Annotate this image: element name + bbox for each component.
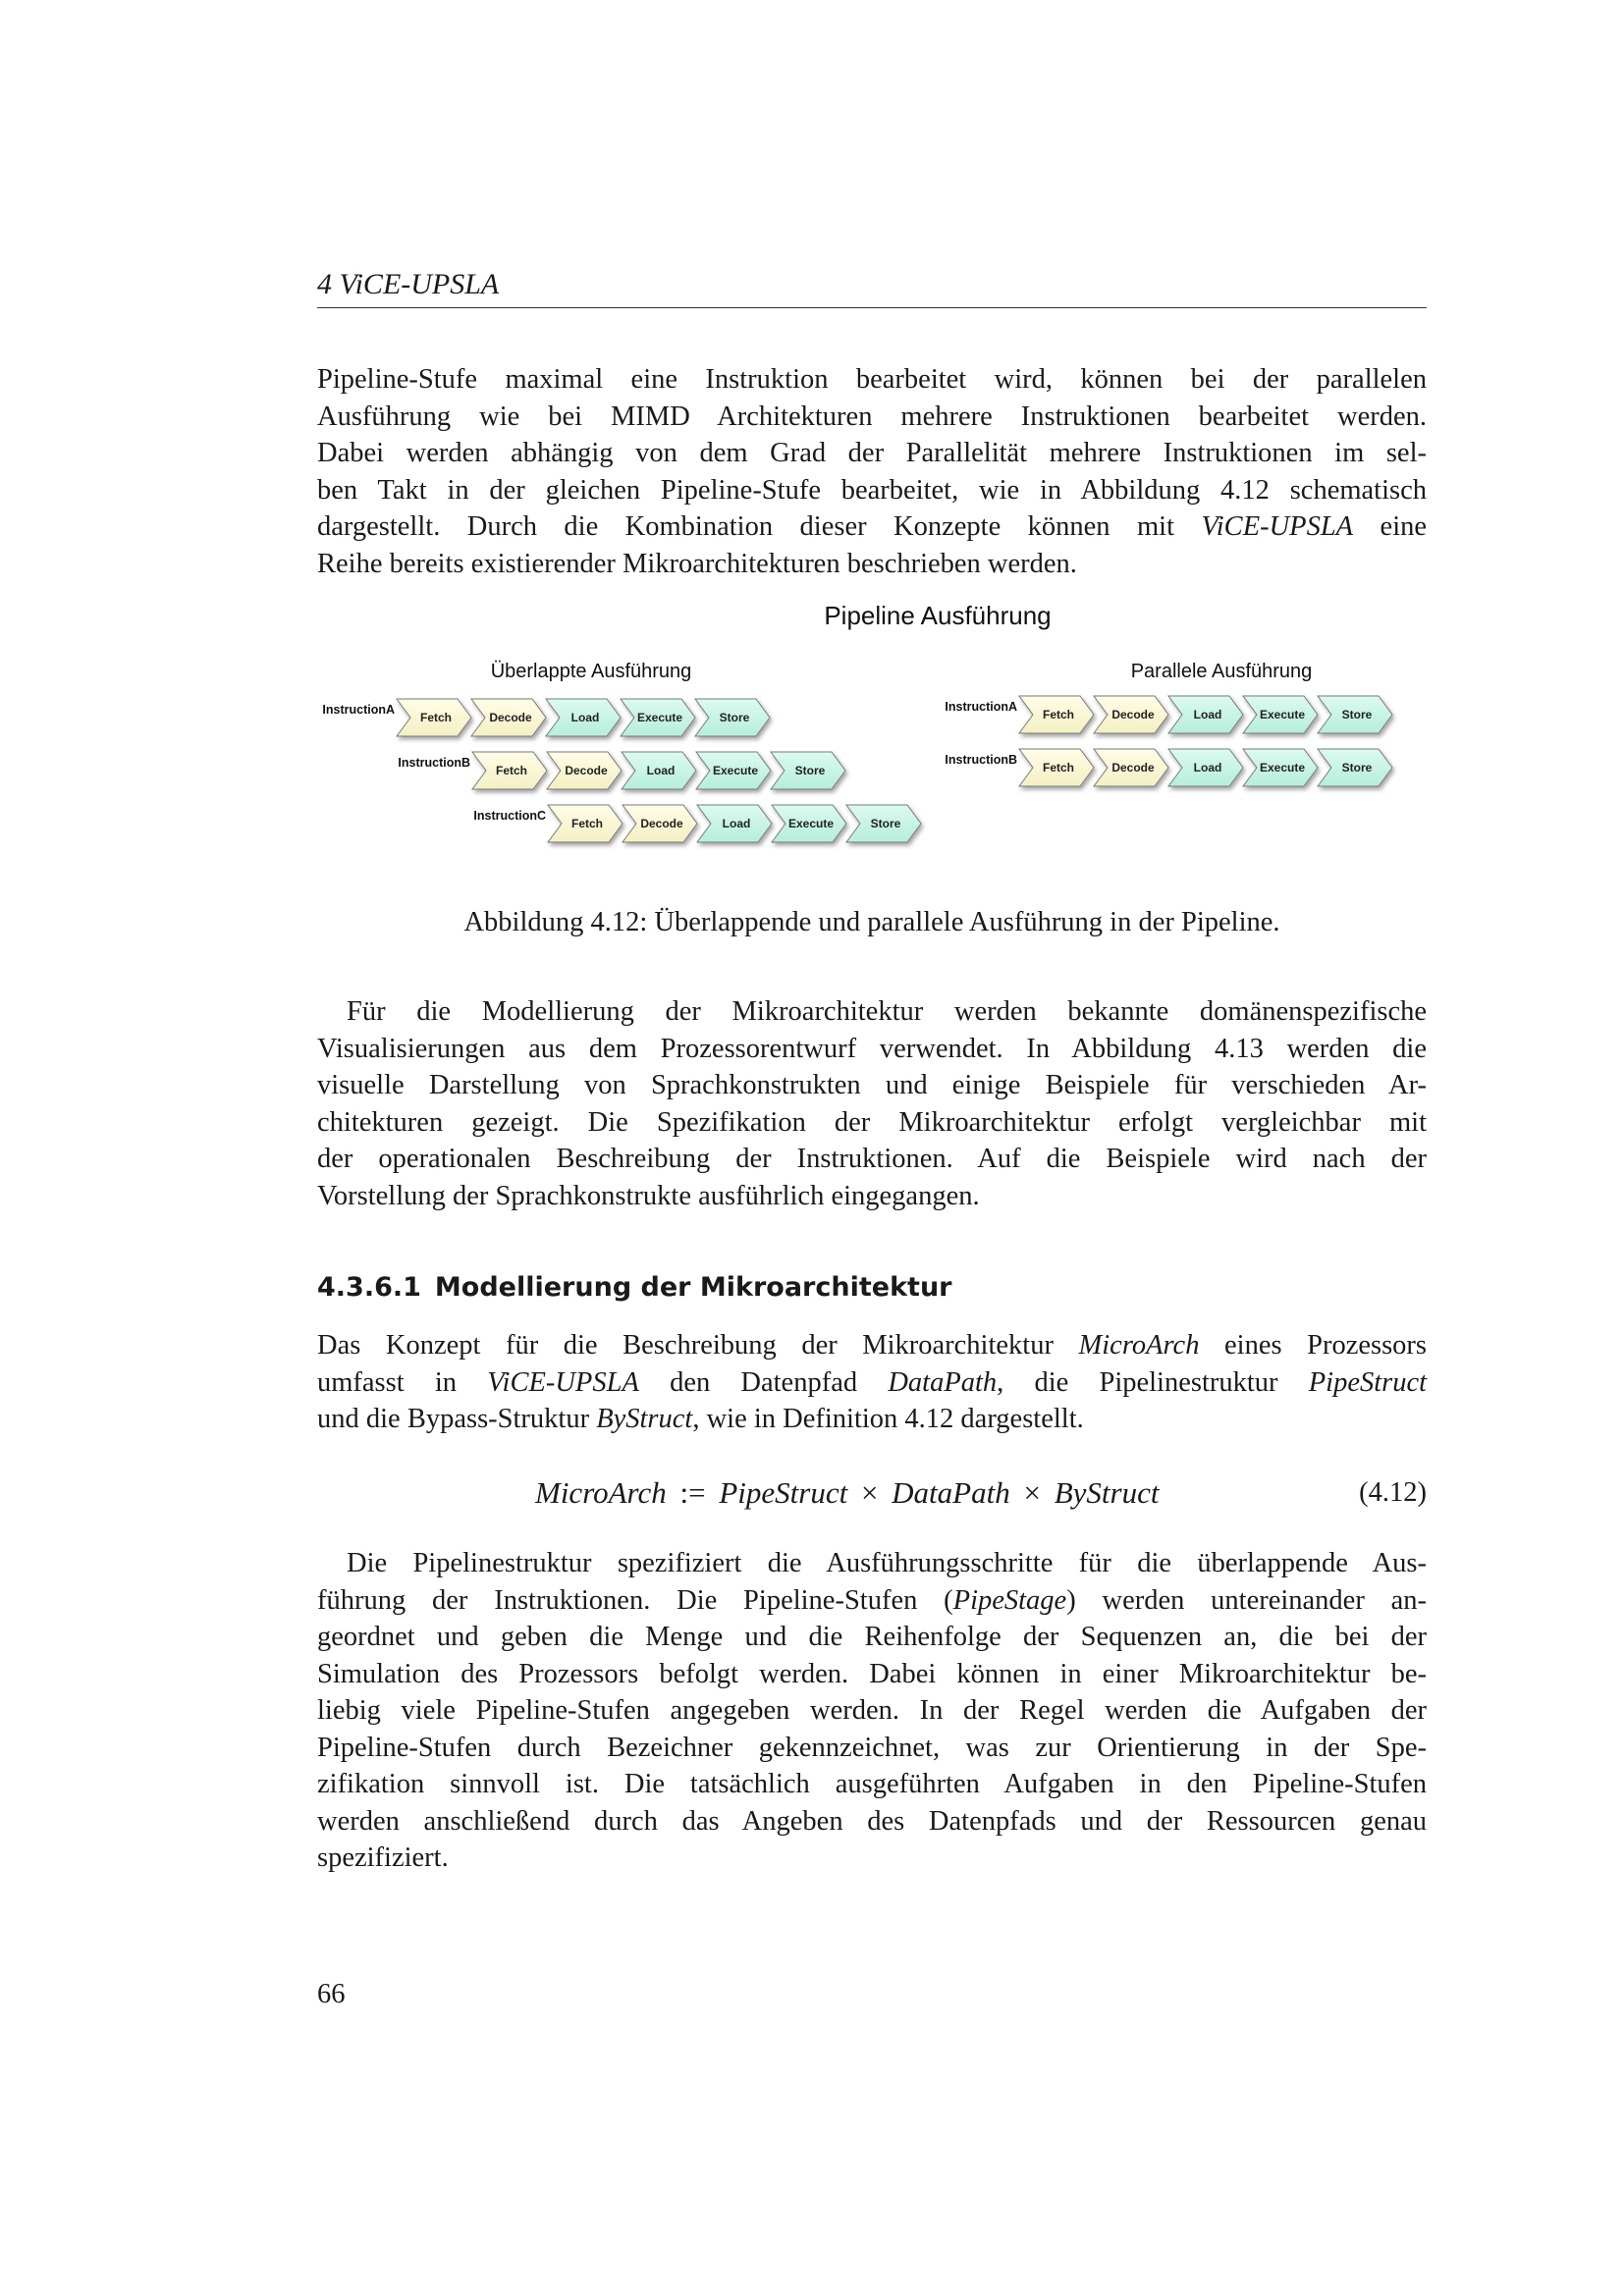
text-line: geordnet und geben die Menge und die Reihenfolge der Sequenzen an, die bei der [317,1622,1427,1652]
figure-caption: Abbildung 4.12: Überlappende und parallele Ausführung in der Pipeline. [463,907,1280,937]
text-line: spezifiziert. [317,1842,449,1873]
emphasis: ViCE-UPSLA [487,1366,639,1398]
stage-label: Store [1341,761,1373,774]
stage-label: Decode [489,711,532,724]
eq-term: MicroArch [535,1475,667,1510]
section-number: 4.3.6.1 [317,1272,421,1303]
equation-body [535,1475,1159,1511]
stage-label: Store [870,817,901,830]
emphasis: PipeStruct [1308,1366,1428,1398]
text-line: Für die Modellierung der Mikroarchitektur werden bekannte domänenspezifische [347,996,1427,1027]
text-run: den Datenpfad [670,1366,858,1398]
emphasis: ViCE-UPSLA [1201,511,1354,542]
equation [317,1475,1427,1515]
stage-label: Load [1193,761,1222,774]
stage-label: Fetch [1042,761,1075,774]
pipeline-figure [314,591,1434,866]
stage-label: Load [570,711,600,724]
text-line: chitekturen gezeigt. Die Spezifikation der Mikroarchitektur erfolgt vergleichbar mit [317,1106,1427,1138]
emphasis: ByStruct [596,1404,693,1434]
instruction-label: InstructionC [473,809,546,823]
text-run: Das Konzept für die Beschreibung der Mikroarchitektur [317,1330,1054,1361]
emphasis: PipeStage [952,1584,1067,1616]
emphasis: MicroArch [1078,1330,1200,1361]
stage-label: Fetch [419,711,453,724]
stage-label: Load [1193,708,1222,721]
text-line: Reihe bereits existierender Mikroarchitekturen beschrieben werden. [317,548,1077,579]
text-run: führung der Instruktionen. Die Pipeline-Stufen ( [317,1584,953,1616]
text-line: Dabei werden abhängig von dem Grad der Parallelität mehrere Instruktionen im sel- [317,438,1427,468]
paragraph-4 [317,1545,1427,1877]
stage-label: Load [646,764,676,777]
pipeline-lanes [322,696,1392,842]
stage-label: Decode [640,817,683,830]
paragraph-3 [317,1327,1427,1438]
stage-label: Decode [565,764,608,777]
eq-operator: := [679,1475,706,1510]
stage-label: Fetch [570,817,604,830]
eq-term: ByStruct [1054,1475,1160,1510]
stage-label: Execute [636,711,683,724]
stage-label: Execute [1259,708,1306,721]
eq-operator: × [1023,1475,1041,1510]
text-line: Vorstellung der Sprachkonstrukte ausführlich eingegangen. [317,1180,980,1211]
text-line: Die Pipelinestruktur spezifiziert die Ausführungsschritte für die überlappende Aus- [347,1548,1427,1578]
paragraph-2 [317,993,1427,1214]
stage-label: Store [1341,708,1373,721]
text-line: zifikation sinnvoll ist. Die tatsächlich ausgeführten Aufgaben in den Pipeline-Stufen [317,1769,1427,1799]
emphasis: DataPath [888,1366,998,1398]
eq-term: DataPath [892,1475,1010,1510]
text-line: Simulation des Prozessors befolgt werden. Dabei können in einer Mikroarchitektur be- [317,1658,1427,1689]
text-line [317,508,1427,546]
figure-title: Pipeline Ausführung [824,601,1052,630]
overlapped-title: Überlappte Ausführung [490,661,692,682]
stage-label: Fetch [495,764,528,777]
header-rule [317,307,1427,308]
eq-term: PipeStruct [719,1475,848,1510]
stage-label: Decode [1111,708,1155,721]
running-header: 4 ViCE-UPSLA [317,268,500,300]
text-run: , die Pipelinestruktur [997,1366,1278,1398]
text-line: Visualisierungen aus dem Prozessorentwurf verwendet. In Abbildung 4.13 werden die [317,1033,1427,1064]
text-line: werden anschließend durch das Angeben des Datenpfads und der Ressourcen genau [317,1805,1427,1837]
stage-label: Fetch [1042,708,1075,721]
text-line: der operationalen Beschreibung der Instruktionen. Auf die Beispiele wird nach der [317,1144,1427,1174]
stage-label: Execute [787,817,835,830]
text-run: ) werden untereinander an- [1066,1584,1428,1616]
text-line: liebig viele Pipeline-Stufen angegeben werden. In der Regel werden die Aufgaben der [317,1695,1427,1726]
text-line [317,1582,1427,1620]
instruction-label: InstructionB [945,753,1017,767]
text-line: ben Takt in der gleichen Pipeline-Stufe bearbeitet, wie in Abbildung 4.12 schematisch [317,474,1427,506]
text-line: Pipeline-Stufe maximal eine Instruktion bearbeitet wird, können bei der parallelen [317,364,1427,395]
paragraph-1 [317,361,1427,582]
text-line: visuelle Darstellung von Sprachkonstrukten und einige Beispiele für verschieden Ar- [317,1070,1427,1100]
text-line [317,1327,1427,1364]
text-line [317,1401,1427,1438]
text-run: , wie in Definition 4.12 dargestellt. [692,1404,1084,1434]
instruction-label: InstructionB [398,756,470,770]
page-number: 66 [317,1979,346,2009]
eq-operator: × [860,1475,879,1510]
equation-number: (4.12) [1359,1477,1427,1508]
pipeline-diagram [314,591,1434,866]
section-title: Modellierung der Mikroarchitektur [434,1272,952,1303]
text-line: Pipeline-Stufen durch Bezeichner gekennzeichnet, was zur Orientierung in der Spe- [317,1732,1427,1763]
stage-label: Load [722,817,751,830]
parallel-title: Parallele Ausführung [1130,661,1313,682]
instruction-label: InstructionA [945,700,1017,714]
instruction-label: InstructionA [322,703,395,717]
text-run: eine [1380,511,1428,542]
stage-label: Execute [1259,761,1306,774]
stage-label: Execute [712,764,759,777]
text-run: eines Prozessors [1224,1330,1428,1361]
section-heading [317,1270,965,1306]
stage-label: Store [719,711,750,724]
text-run: und die Bypass-Struktur [317,1404,590,1434]
text-run: umfasst in [317,1366,458,1398]
text-line [317,1364,1427,1402]
stage-label: Store [794,764,826,777]
stage-label: Decode [1111,761,1155,774]
text-run: dargestellt. Durch die Kombination dieser Konzepte können mit [317,511,1175,542]
text-line: Ausführung wie bei MIMD Architekturen mehrere Instruktionen bearbeitet werden. [317,400,1427,432]
